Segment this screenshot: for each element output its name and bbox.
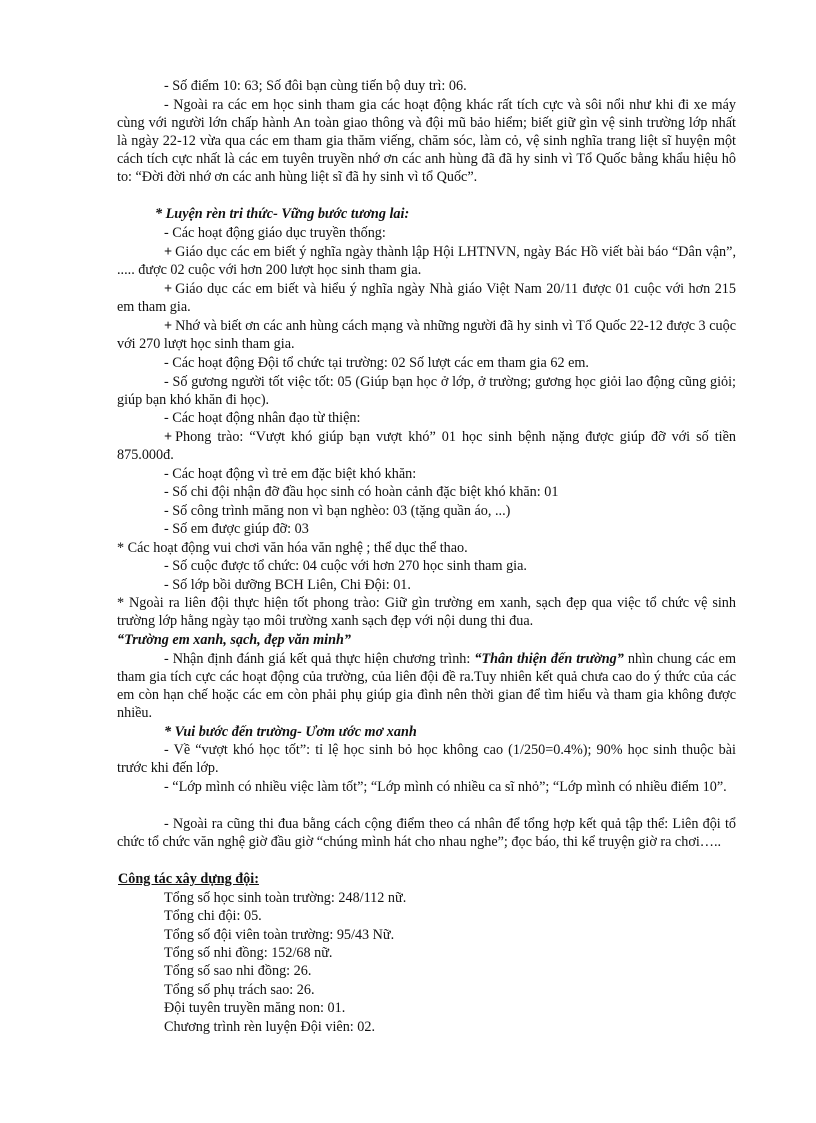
paragraph: * Ngoài ra liên đội thực hiện tốt phong trào: Giữ gìn trường em xanh, sạch đẹp qua việc tổ chức vệ sinh trường lớp hằng ngày tạo môi trường xanh sạch đẹp với nội dung thi đua. [117,595,736,629]
list-item [117,280,736,316]
list-item-text: Nhớ và biết ơn các anh hùng cách mạng và những người đã hy sinh vì Tổ Quốc 22-12 được 3 cuộc với 270 lượt học sinh tham gia. [117,318,736,352]
paragraph-text: - Nhận định đánh giá kết quả thực hiện chương trình: [164,651,475,667]
stat-line: Tổng số đội viên toàn trường: 95/43 Nữ. [164,927,395,943]
program-name: “Thân thiện đến trường” [474,651,624,667]
section-heading: * Vui bước đến trường- Ươm ước mơ xanh [164,724,417,740]
list-item [117,243,736,279]
plus-bullet: + [164,318,173,334]
paragraph [117,650,736,722]
paragraph: - Số chi đội nhận đỡ đầu học sinh có hoàn cảnh đặc biệt khó khăn: 01 [164,484,559,500]
slogan: “Trường em xanh, sạch, đẹp văn minh” [117,632,351,648]
paragraph: - Số cuộc được tổ chức: 04 cuộc với hơn 270 học sinh tham gia. [164,558,527,574]
stat-line: Chương trình rèn luyện Đội viên: 02. [164,1019,376,1035]
paragraph: - Số gương người tốt việc tốt: 05 (Giúp bạn học ở lớp, ở trường; gương học giỏi lao động cũng giỏi; giúp bạn khó khăn đi học). [117,374,736,408]
paragraph: - Số em được giúp đỡ: 03 [164,521,309,537]
paragraph: - Ngoài ra cũng thi đua bằng cách cộng điểm theo cá nhân để tổng hợp kết quả tập thể: Liên đội tổ chức tổ chức văn nghệ giờ đầu giờ “chúng mình hát cho nhau nghe”; đọc báo, thi kể truyện giờ ra chơi….. [117,816,736,850]
section-title: Công tác xây dựng đội: [118,871,259,887]
list-item [117,317,736,353]
stat-line: Tổng số học sinh toàn trường: 248/112 nữ. [164,890,407,906]
stat-line: Tổng số nhi đồng: 152/68 nữ. [164,945,333,961]
list-item [117,428,736,464]
stat-line: Tổng số sao nhi đồng: 26. [164,963,312,979]
stat-line: Tổng số phụ trách sao: 26. [164,982,315,998]
paragraph: - Các hoạt động vì trẻ em đặc biệt khó khăn: [164,466,417,482]
paragraph: - Ngoài ra các em học sinh tham gia các hoạt động khác rất tích cực và sôi nổi như khi đi xe máy cùng với người lớn chấp hành An toàn giao thông và đội mũ bảo hiểm; biết giữ gìn vệ sinh trường lớp nhất là ngày 22-12 vừa qua các em tham gia thăm viếng, chăm sóc, làm cỏ, vệ sinh nghĩa trang liệt sĩ huyện một cách tích cực nhất là các em tuyên truyền nhớ ơn các anh hùng đã đã hy sinh vì Tổ Quốc bằng khẩu hiệu hô to: “Đời đời nhớ ơn các anh hùng liệt sĩ đã hy sinh vì tổ Quốc”. [117,97,736,185]
plus-bullet: + [164,429,173,445]
list-item-text: Phong trào: “Vượt khó giúp bạn vượt khó” 01 học sinh bệnh nặng được giúp đỡ với số tiền 875.000đ. [117,429,736,463]
paragraph: - Các hoạt động nhân đạo từ thiện: [164,410,361,426]
paragraph: - “Lớp mình có nhiều việc làm tốt”; “Lớp mình có nhiều ca sĩ nhỏ”; “Lớp mình có nhiều điểm 10”. [164,779,727,795]
paragraph: - Các hoạt động Đội tổ chức tại trường: 02 Số lượt các em tham gia 62 em. [164,355,589,371]
paragraph: - Các hoạt động giáo dục truyền thống: [164,225,386,241]
paragraph: - Số điểm 10: 63; Số đôi bạn cùng tiến bộ duy trì: 06. [164,78,467,94]
stat-line: Đội tuyên truyền măng non: 01. [164,1000,346,1016]
list-item-text: Giáo dục các em biết và hiểu ý nghĩa ngày Nhà giáo Việt Nam 20/11 được 01 cuộc với hơn 215 em tham gia. [117,281,736,315]
section-heading: * Luyện rèn tri thức- Vững bước tương lai: [155,206,410,222]
paragraph: - Về “vượt khó học tốt”: tỉ lệ học sinh bỏ học không cao (1/250=0.4%); 90% học sinh thuộc bài trước khi đến lớp. [117,742,736,776]
paragraph: - Số lớp bồi dưỡng BCH Liên, Chi Đội: 01. [164,577,411,593]
list-item-text: Giáo dục các em biết ý nghĩa ngày thành lập Hội LHTNVN, ngày Bác Hồ viết bài báo “Dân vận”, ..... được 02 cuộc với hơn 200 lượt học sinh tham gia. [117,244,736,278]
paragraph: * Các hoạt động vui chơi văn hóa văn nghệ ; thể dục thể thao. [117,540,468,556]
plus-bullet: + [164,281,173,297]
plus-bullet: + [164,244,173,260]
paragraph: - Số công trình măng non vì bạn nghèo: 03 (tặng quần áo, ...) [164,503,511,519]
stat-line: Tổng chi đội: 05. [164,908,262,924]
paragraph-text: nhìn chung các em tham gia tích cực các hoạt động của trường, của liên đội đề ra.Tuy nhiên kết quả chưa cao do ý thức của các em còn hạn chế hoặc các em còn phải phụ giúp gia đình nên thời gian để tìm hiểu và tham gia không được nhiều. [117,651,736,721]
